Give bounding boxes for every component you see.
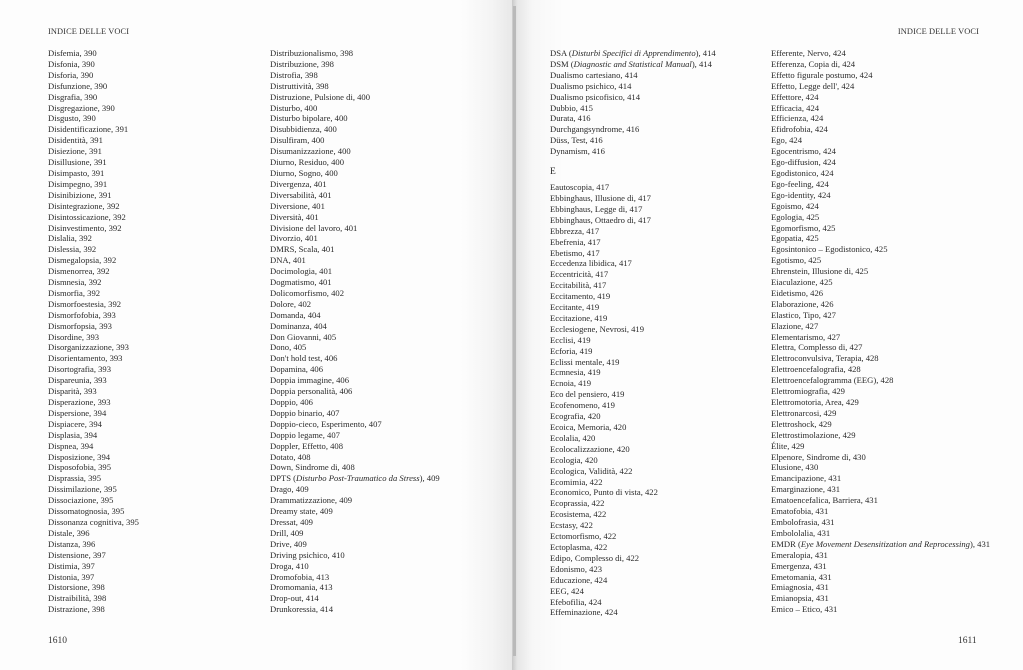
- index-entry: Disfunzione, 390: [48, 80, 108, 91]
- index-entry: Disidentificazione, 391: [48, 124, 129, 135]
- index-entry: Efficienza, 424: [771, 113, 824, 124]
- index-entry: Dotato, 408: [270, 451, 311, 462]
- index-entry: Divisione del lavoro, 401: [270, 222, 358, 233]
- index-entry: Distruzione, Pulsione di, 400: [270, 91, 371, 102]
- index-entry: Drop-out, 414: [270, 593, 319, 604]
- index-entry: Dislalia, 392: [48, 233, 92, 244]
- index-entry: Eccitamento, 419: [550, 291, 611, 302]
- index-entry: Ectoplasma, 422: [550, 541, 608, 552]
- index-entry: Disorientamento, 393: [48, 353, 123, 364]
- index-entry: Doppler, Effetto, 408: [270, 440, 344, 451]
- index-entry: Emiagnosia, 431: [771, 582, 829, 593]
- index-entry: Emianopsia, 431: [771, 593, 829, 604]
- index-entry: Doppia immagine, 406: [270, 375, 350, 386]
- index-entry: Disparità, 393: [48, 386, 97, 397]
- index-entry: Dispersione, 394: [48, 407, 107, 418]
- index-entry: Dismorfoestesia, 392: [48, 298, 122, 309]
- index-entry: Effetto figurale postumo, 424: [771, 69, 873, 80]
- index-entry: Elettroencefalogramma (EEG), 428: [771, 375, 894, 386]
- index-entry: Dissonanza cognitiva, 395: [48, 516, 139, 527]
- index-entry: Efferenza, Copia di, 424: [771, 58, 856, 69]
- index-entry: Düss, Test, 416: [550, 135, 603, 146]
- section-letter: E: [550, 167, 556, 178]
- index-entry: Ego-identity, 424: [771, 189, 831, 200]
- index-entry: Driving psichico, 410: [270, 549, 345, 560]
- entry-text: DPTS (: [270, 473, 297, 484]
- index-entry: Emancipazione, 431: [771, 473, 842, 484]
- index-entry: Eco del pensiero, 419: [550, 389, 625, 400]
- index-entry: Ecofenomeno, 419: [550, 400, 615, 411]
- page-number: 1611: [958, 636, 977, 646]
- index-entry: Egologia, 425: [771, 211, 820, 222]
- index-entry: Dualismo cartesiano, 414: [550, 69, 638, 80]
- index-entry: Eiaculazione, 425: [771, 277, 833, 288]
- index-entry: Don't hold test, 406: [270, 353, 338, 364]
- index-entry: Dressat, 409: [270, 516, 313, 527]
- index-entry: Droga, 410: [270, 560, 309, 571]
- index-entry: Dubbio, 415: [550, 102, 593, 113]
- index-entry: Ecolocalizzazione, 420: [550, 443, 630, 454]
- index-entry: Distale, 396: [48, 527, 90, 538]
- index-entry: Elementarismo, 427: [771, 331, 841, 342]
- index-entry: Distribuzionalismo, 398: [270, 48, 354, 58]
- index-entry: Disubbidienza, 400: [270, 124, 337, 135]
- index-entry: Disposizione, 394: [48, 451, 111, 462]
- entry-expansion: Disturbi Specifici di Apprendimento: [571, 48, 696, 58]
- index-entry: Eidetismo, 426: [771, 287, 824, 298]
- index-entry: Dismorfofobia, 393: [48, 309, 116, 320]
- entry-page: ), 414: [695, 48, 716, 58]
- index-entry: Dolicomorfismo, 402: [270, 287, 344, 298]
- index-entry: Effetto, Legge dell', 424: [771, 80, 855, 91]
- index-entry: Ebbinghaus, Illusione di, 417: [550, 192, 651, 203]
- index-entry: Elpenore, Sindrome di, 430: [771, 451, 866, 462]
- index-entry: Edonismo, 423: [550, 563, 603, 574]
- index-entry: Dissociazione, 395: [48, 495, 114, 506]
- index-entry: Ectomorfismo, 422: [550, 531, 617, 542]
- index-entry: Elettroshock, 429: [771, 418, 832, 429]
- index-entry: Dromomania, 413: [270, 582, 333, 593]
- index-entry: Elastico, Tipo, 427: [771, 309, 836, 320]
- running-head: INDICE DELLE VOCI: [897, 27, 979, 36]
- index-entry: Dissomatognosia, 395: [48, 506, 125, 517]
- index-entry: Ego, 424: [771, 135, 803, 146]
- index-entry: Distonia, 397: [48, 571, 95, 582]
- index-entry: Doppio binario, 407: [270, 407, 340, 418]
- index-entry: DNA, 401: [270, 255, 306, 266]
- index-entry: Distensione, 397: [48, 549, 106, 560]
- index-entry: Distorsione, 398: [48, 582, 105, 593]
- index-entry: Ebbrezza, 417: [550, 225, 600, 236]
- index-entry: Egotismo, 425: [771, 255, 822, 266]
- index-entry: Edipo, Complesso di, 422: [550, 552, 640, 563]
- index-entry: Distrofia, 398: [270, 69, 318, 80]
- index-entry: Efidrofobia, 424: [771, 124, 828, 135]
- index-entry: Divergenza, 401: [270, 178, 327, 189]
- index-entry: Dynamism, 416: [550, 146, 605, 157]
- index-entry: Dismenorrea, 392: [48, 266, 110, 277]
- index-entry: Distimia, 397: [48, 560, 95, 571]
- index-entry: Embolofrasia, 431: [771, 516, 835, 527]
- index-entry: Élite, 429: [771, 440, 805, 451]
- index-entry: Ecolalia, 420: [550, 432, 596, 443]
- index-entry: Ecclesiogene, Nevrosi, 419: [550, 323, 645, 334]
- index-entry: Dopamina, 406: [270, 364, 323, 375]
- index-entry: Disposofobia, 395: [48, 462, 112, 473]
- index-entry: Dismegalopsia, 392: [48, 255, 117, 266]
- index-entry: Disimpegno, 391: [48, 178, 108, 189]
- index-entry: Emetomania, 431: [771, 571, 832, 582]
- index-entry: Domanda, 404: [270, 309, 321, 320]
- index-entry: Dispnea, 394: [48, 440, 94, 451]
- index-entry: Elaborazione, 426: [771, 298, 834, 309]
- index-entry: Ecologica, Validità, 422: [550, 465, 633, 476]
- index-entry: Disorganizzazione, 393: [48, 342, 129, 353]
- index-entry: Disgusto, 390: [48, 113, 96, 124]
- index-entry: Efferente, Nervo, 424: [771, 48, 846, 58]
- index-entry: Distruttività, 398: [270, 80, 329, 91]
- index-entry: Displasia, 394: [48, 429, 98, 440]
- entry-text: DSA (: [550, 48, 572, 58]
- index-entry: Elusione, 430: [771, 462, 819, 473]
- index-entry: Dismorfopsia, 393: [48, 320, 112, 331]
- entry-page: ), 431: [969, 538, 991, 549]
- index-entry: Durata, 416: [550, 113, 591, 124]
- index-entry: Ego-diffusion, 424: [771, 157, 836, 168]
- index-entry: Drunkoressia, 414: [270, 604, 334, 615]
- index-entry: Disortografia, 393: [48, 364, 112, 375]
- index-entry: Emico – Etico, 431: [771, 604, 838, 615]
- index-entry: Disprassia, 395: [48, 473, 101, 484]
- index-entry: Efficacia, 424: [771, 102, 820, 113]
- index-entry: Egocentrismo, 424: [771, 146, 836, 157]
- index-entry: Eclissi mentale, 419: [550, 356, 620, 367]
- index-entry: Doppio-cieco, Esperimento, 407: [270, 418, 382, 429]
- index-entry: Disumanizzazione, 400: [270, 146, 351, 157]
- index-entry: Ematoencefalica, Barriera, 431: [771, 495, 878, 506]
- index-entry: Elettra, Complesso di, 427: [771, 342, 863, 353]
- index-entry: Elettromiografia, 429: [771, 386, 845, 397]
- index-entry: Egoismo, 424: [771, 200, 819, 211]
- index-entry: Disfonia, 390: [48, 58, 95, 69]
- index-entry: Drill, 409: [270, 527, 304, 538]
- index-entry: Doppio legame, 407: [270, 429, 340, 440]
- index-entry: Eccitante, 419: [550, 302, 600, 313]
- index-entry: Dissimilazione, 395: [48, 484, 117, 495]
- index-entry: Ecforia, 419: [550, 345, 593, 356]
- index-entry: Ebbinghaus, Ottaedro di, 417: [550, 214, 651, 225]
- index-entry: Dualismo psichico, 414: [550, 80, 632, 91]
- index-entry: Ecologia, 420: [550, 454, 598, 465]
- index-entry: Divorzio, 401: [270, 233, 318, 244]
- index-entry: Disintossicazione, 392: [48, 211, 126, 222]
- index-entry: Ecografia, 420: [550, 411, 601, 422]
- index-entry: Effettore, 424: [771, 91, 819, 102]
- index-entry: Disimpasto, 391: [48, 167, 105, 178]
- index-entry: Disturbo bipolare, 400: [270, 113, 348, 124]
- index-entry: Doppia personalità, 406: [270, 386, 353, 397]
- index-entry: Ehrenstein, Illusione di, 425: [771, 266, 869, 277]
- index-entry: Ebetismo, 417: [550, 247, 600, 258]
- index-entry: Disturbo, 400: [270, 102, 318, 113]
- index-entry: Egomorfismo, 425: [771, 222, 836, 233]
- index-entry: Distribuzione, 398: [270, 58, 334, 69]
- entry-text: DSM (: [550, 58, 574, 69]
- index-entry: Drammatizzazione, 409: [270, 495, 353, 506]
- index-entry: Disinibizione, 391: [48, 189, 112, 200]
- entry-page: ), 409: [419, 473, 440, 484]
- index-entry: [771, 539, 990, 550]
- index-entry: Ecoprassia, 422: [550, 498, 605, 509]
- index-entry: [550, 59, 716, 70]
- running-head: INDICE DELLE VOCI: [48, 27, 130, 36]
- index-entry: Ecoica, Memoria, 420: [550, 422, 627, 432]
- index-entry: Dualismo psicofisico, 414: [550, 91, 640, 102]
- index-entry: Dismorfia, 392: [48, 287, 101, 298]
- index-entry: Down, Sindrome di, 408: [270, 462, 355, 473]
- index-entry: Embololalia, 431: [771, 527, 831, 538]
- entry-text: EMDR (: [771, 538, 801, 549]
- index-entry: Eautoscopia, 417: [550, 182, 610, 193]
- entry-expansion: Diagnostic and Statistical Manual: [573, 58, 692, 69]
- index-entry: Elettrostimolazione, 429: [771, 429, 856, 440]
- index-entry: Educazione, 424: [550, 574, 608, 585]
- index-entry: Diurno, Sogno, 400: [270, 167, 338, 178]
- index-entry: Elettroconvulsiva, Terapia, 428: [771, 353, 879, 364]
- index-entry: Dispiacere, 394: [48, 418, 102, 429]
- index-entry: Effeminazione, 424: [550, 607, 618, 618]
- index-entry: Diversione, 401: [270, 200, 325, 211]
- index-entry: Disiezione, 391: [48, 146, 102, 157]
- index-entry: Egopatia, 425: [771, 233, 819, 244]
- index-entry: Doppio, 406: [270, 397, 313, 407]
- index-entry: Docimologia, 401: [270, 266, 333, 277]
- index-entry: Disulfiram, 400: [270, 135, 325, 146]
- index-entry: Emergenza, 431: [771, 560, 827, 571]
- index-entry: Egosintonico – Egodistonico, 425: [771, 244, 888, 255]
- index-entry: Disordine, 393: [48, 331, 100, 342]
- index-entry: Drive, 409: [270, 538, 307, 549]
- index-entry: Eccitazione, 419: [550, 312, 608, 323]
- index-entry: Dismnesia, 392: [48, 277, 102, 288]
- page-number: 1610: [48, 636, 67, 646]
- index-entry: Disgrafia, 390: [48, 91, 98, 102]
- index-entry: Dono, 405: [270, 342, 307, 353]
- index-column-4: [771, 48, 990, 615]
- index-entry: Egodistonico, 424: [771, 167, 834, 178]
- entry-page: ), 414: [691, 58, 712, 69]
- index-entry: Durchgangsyndrome, 416: [550, 124, 640, 135]
- index-entry: Ecomimia, 422: [550, 476, 603, 487]
- index-entry: Eccedenza libidica, 417: [550, 258, 632, 269]
- index-entry: Distrazione, 398: [48, 604, 105, 615]
- index-entry: Elazione, 427: [771, 320, 819, 331]
- index-entry: Ematofobia, 431: [771, 506, 829, 517]
- index-entry: Ecstasy, 422: [550, 520, 593, 531]
- index-entry: Dromofobia, 413: [270, 571, 330, 582]
- index-entry: EEG, 424: [550, 585, 584, 596]
- index-entry: Disforia, 390: [48, 69, 94, 80]
- index-column-2: [270, 48, 440, 615]
- index-entry: Ebefrenia, 417: [550, 236, 601, 247]
- index-entry: Dreamy state, 409: [270, 506, 333, 517]
- index-entry: Diversità, 401: [270, 211, 319, 222]
- index-entry: [270, 473, 440, 484]
- book-gutter: [513, 6, 516, 656]
- index-entry: Dispareunia, 393: [48, 375, 107, 386]
- index-entry: Emeralopia, 431: [771, 549, 828, 560]
- right-page: [512, 0, 1023, 670]
- index-entry: Elettroencefalografia, 428: [771, 364, 861, 375]
- index-entry: Efebofilia, 424: [550, 596, 602, 607]
- index-entry: Emarginazione, 431: [771, 484, 841, 495]
- index-entry: Ego-feeling, 424: [771, 178, 829, 189]
- index-entry: Disidentità, 391: [48, 135, 103, 146]
- index-entry: Disperazione, 393: [48, 397, 111, 407]
- index-entry: Ecmnesia, 419: [550, 367, 601, 378]
- index-entry: Economico, Punto di vista, 422: [550, 487, 658, 498]
- index-entry: Dominanza, 404: [270, 320, 327, 331]
- entry-expansion: Disturbo Post-Traumatico da Stress: [296, 473, 420, 484]
- index-entry: Don Giovanni, 405: [270, 331, 337, 342]
- index-entry: Distraibilità, 398: [48, 593, 107, 604]
- index-entry: Dolore, 402: [270, 298, 312, 309]
- index-entry: Drago, 409: [270, 484, 309, 495]
- index-entry: Ecclisi, 419: [550, 334, 591, 345]
- index-entry: Disinvestimento, 392: [48, 222, 122, 233]
- index-entry: Disgregazione, 390: [48, 102, 115, 113]
- index-entry: Disfemia, 390: [48, 48, 97, 58]
- index-entry: Disintegrazione, 392: [48, 200, 120, 211]
- index-entry: Eccentricità, 417: [550, 269, 609, 280]
- index-entry: Elettronarcosi, 429: [771, 407, 837, 418]
- index-entry: Dislessia, 392: [48, 244, 97, 255]
- index-entry: Elettromotoria, Area, 429: [771, 397, 859, 407]
- index-entry: Dogmatismo, 401: [270, 277, 332, 288]
- index-entry: Diurno, Residuo, 400: [270, 157, 344, 168]
- index-entry: Ebbinghaus, Legge di, 417: [550, 203, 643, 214]
- index-entry: Distanza, 396: [48, 538, 96, 549]
- index-entry: Eccitabilità, 417: [550, 280, 607, 291]
- entry-expansion: Eye Movement Desensitization and Reprocessing: [800, 538, 970, 549]
- index-entry: [550, 48, 716, 59]
- index-column-3: [550, 48, 716, 618]
- index-entry: Diversabilità, 401: [270, 189, 332, 200]
- index-entry: Ecosistema, 422: [550, 509, 607, 520]
- index-entry: Ecnoia, 419: [550, 378, 592, 389]
- index-entry: DMRS, Scala, 401: [270, 244, 335, 255]
- index-column-1: [48, 48, 139, 615]
- index-entry: Disillusione, 391: [48, 157, 107, 168]
